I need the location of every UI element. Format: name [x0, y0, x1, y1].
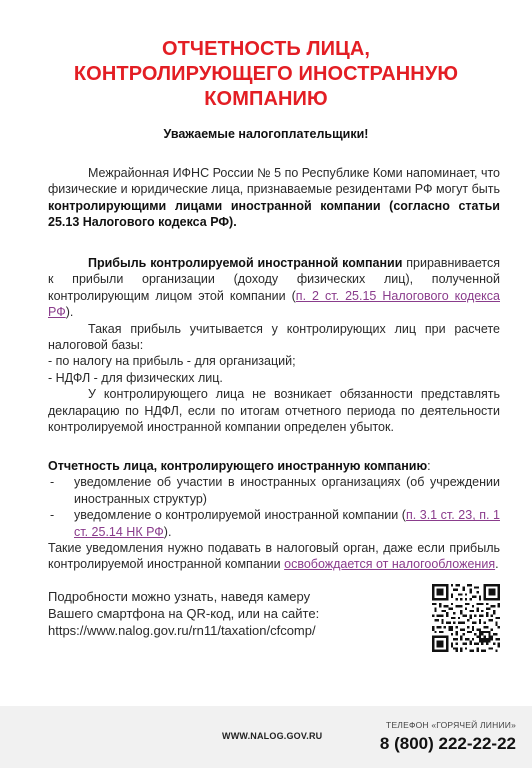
- note-end: .: [495, 557, 499, 572]
- profit-bold-lead: Прибыль контролируемой иностранной компании: [88, 256, 403, 270]
- more-info-url[interactable]: https://www.nalog.gov.ru/rn11/taxation/cfcomp/: [48, 623, 316, 638]
- profit-text: приравнивается к прибыли организации (доходу физических лиц), полученной контролирующим лицом этой компании (: [48, 256, 500, 303]
- item2-text: уведомление о контролируемой иностранной компании (: [74, 508, 406, 523]
- list-item: [48, 507, 500, 540]
- tax-exempt-link[interactable]: освобождается от налогообложения: [284, 557, 496, 572]
- title-line-2: КОНТРОЛИРУЮЩЕГО ИНОСТРАННУЮ: [73, 63, 459, 85]
- more-info-line-2: Вашего смартфона на QR-код, или на сайте:: [48, 606, 320, 621]
- reporting-heading-colon: :: [427, 459, 431, 473]
- more-info-line-1: Подробности можно узнать, наведя камеру: [48, 589, 311, 604]
- page-title: [0, 37, 532, 112]
- more-info: [48, 588, 378, 639]
- reporting-heading-row: [48, 458, 500, 474]
- note-text: Такие уведомления нужно подавать в налоговый орган, даже если прибыль контролируемой иностранной компании: [48, 541, 500, 572]
- reporting-list: [48, 474, 500, 540]
- intro-text: Межрайонная ИФНС России № 5 по Республике Коми напоминает, что физические и юридические лица, признаваемые резидентами РФ могут быть: [48, 166, 500, 197]
- intro-bold: контролирующими лицами иностранной компании (согласно статьи 25.13 Налогового кодекса РФ).: [48, 198, 500, 230]
- item2-end: ).: [163, 524, 172, 539]
- item2-law-link[interactable]: п. 3.1 ст. 23, п. 1 ст. 25.14 НК РФ: [74, 508, 500, 539]
- reporting-heading: Отчетность лица, контролирующего иностранную компанию: [48, 459, 428, 473]
- qr-code-icon[interactable]: [432, 584, 500, 652]
- no-obligation-paragraph: У контролирующего лица не возникает обязанности представлять декларацию по НДФЛ, если по итогам отчетного периода по деятельности контролируемой иностранной компании определен убыток.: [48, 387, 500, 435]
- profit-text-end: ).: [65, 305, 74, 320]
- taxbase-item-profit-tax: - по налогу на прибыль - для организаций;: [48, 354, 296, 369]
- reporting-note: [48, 540, 500, 573]
- taxbase-item-ndfl: - НДФЛ - для физических лиц.: [48, 370, 223, 385]
- hotline-number[interactable]: 8 (800) 222-22-22: [379, 734, 516, 753]
- intro-paragraph: [48, 165, 500, 231]
- profit-section: [48, 255, 500, 435]
- profit-paragraph: [48, 255, 500, 321]
- title-line-1: ОТЧЕТНОСТЬ ЛИЦА,: [161, 38, 371, 60]
- greeting: Уважаемые налогоплательщики!: [163, 127, 369, 141]
- title-line-3: КОМПАНИЮ: [204, 88, 328, 110]
- taxbase-intro: Такая прибыль учитывается у контролирующих лиц при расчете налоговой базы:: [48, 321, 500, 353]
- profit-law-link[interactable]: п. 2 ст. 25.15 Налогового кодекса РФ: [48, 288, 500, 320]
- footer-site-link[interactable]: WWW.NALOG.GOV.RU: [222, 731, 323, 741]
- list-item: - уведомление об участии в иностранных организациях (об учреждении иностранных структур): [48, 474, 500, 507]
- hotline-label: ТЕЛЕФОН «ГОРЯЧЕЙ ЛИНИИ»: [386, 720, 516, 730]
- reporting-section: [48, 458, 500, 573]
